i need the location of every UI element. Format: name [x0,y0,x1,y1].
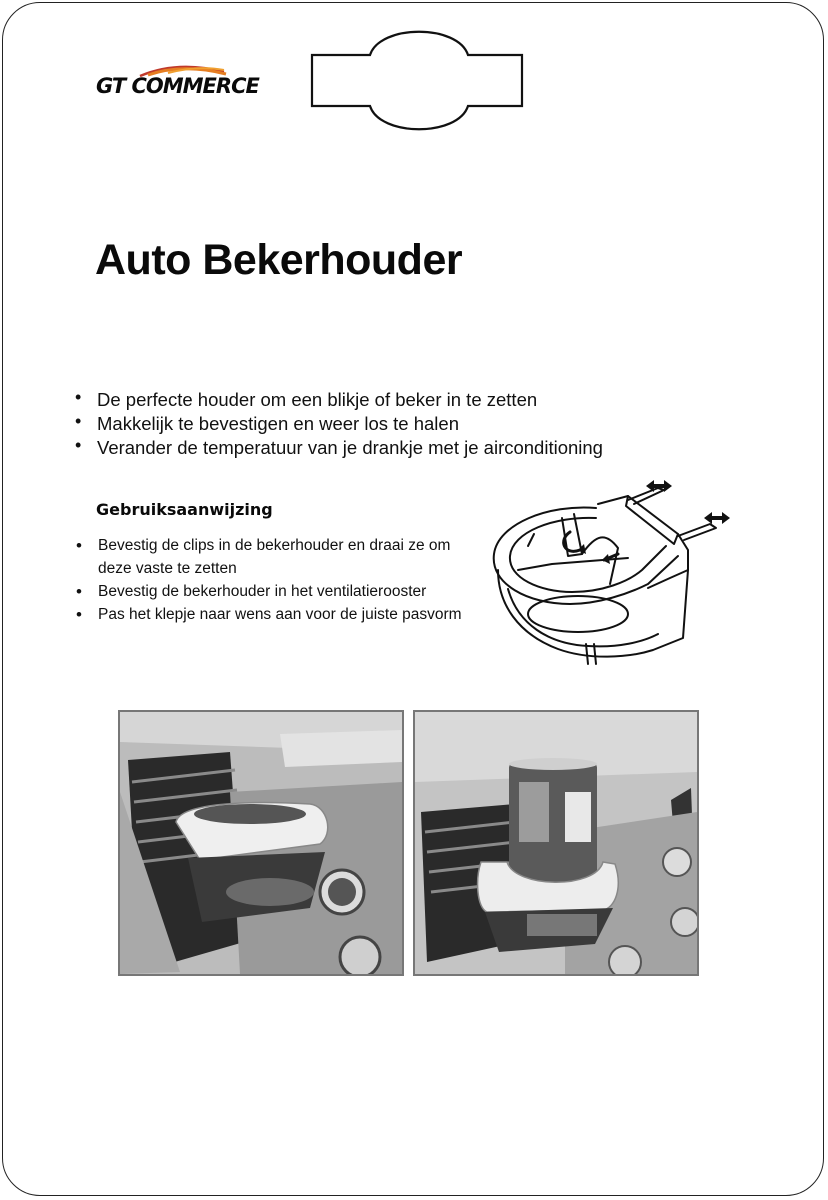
instruction-steps [76,534,476,626]
instruction-step: • Bevestig de clips in de bekerhouder en draai ze om deze vaste te zetten [76,534,476,580]
cup-holder-diagram [478,474,748,684]
product-title: Auto Bekerhouder [95,236,463,284]
instruction-step: • Bevestig de bekerhouder in het ventilatierooster [76,580,476,603]
instructions-heading: Gebruiksaanwijzing [96,500,273,519]
photo-cup-holder-empty [118,710,404,976]
brand-logo [96,62,286,102]
feature-item: • Verander de temperatuur van je drankje met je airconditioning [72,436,603,460]
feature-item: • De perfecte houder om een blikje of beker in te zetten [72,388,603,412]
hang-hole-icon [308,26,528,136]
photo-cup-holder-with-can [413,710,699,976]
brand-name: GT COMMERCE [96,74,259,98]
instruction-step: • Pas het klepje naar wens aan voor de juiste pasvorm [76,603,476,626]
feature-item: • Makkelijk te bevestigen en weer los te halen [72,412,603,436]
feature-list [72,388,603,460]
